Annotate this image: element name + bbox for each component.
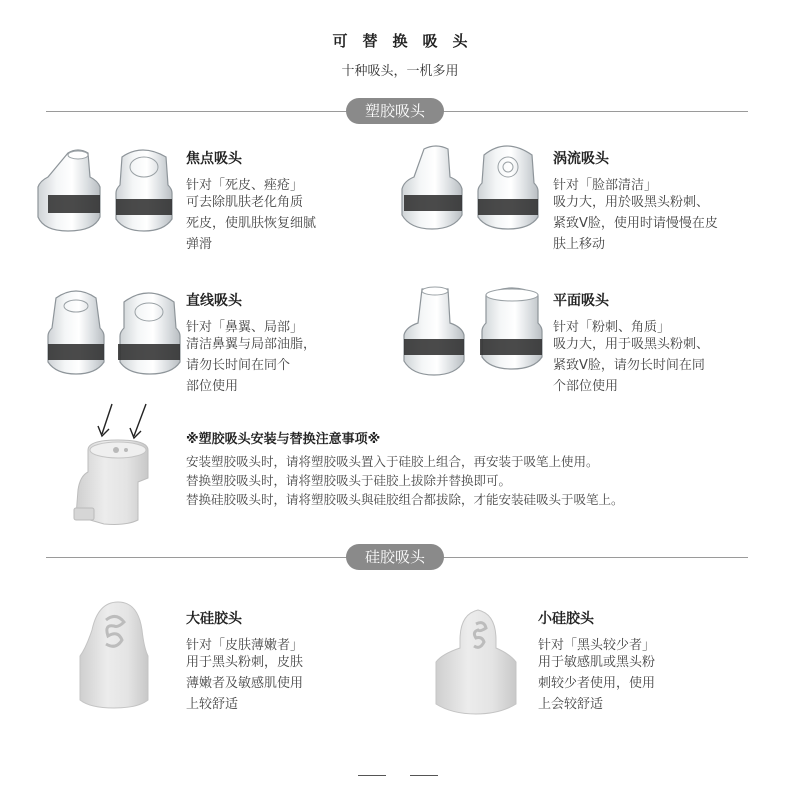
item-desc-line: 个部位使用 bbox=[553, 379, 619, 394]
item-desc-line: 肤上移动 bbox=[553, 237, 606, 252]
item-desc-line: 薄嫩者及敏感肌使用 bbox=[186, 676, 304, 691]
item-desc-line: 吸力大，用於吸黑头粉刺、 bbox=[553, 195, 710, 210]
item-desc-line: 上会较舒适 bbox=[538, 697, 604, 712]
item-target: 针对「皮肤薄嫩者」 bbox=[186, 638, 304, 653]
item-title: 大硅胶头 bbox=[186, 611, 242, 627]
install-note-line: 安装塑胶吸头时，请将塑胶吸头置入于硅胶上组合，再安装于吸笔上使用。 bbox=[186, 454, 599, 469]
item-desc-line: 清洁鼻翼与局部油脂， bbox=[186, 337, 317, 352]
item-target: 针对「脸部清洁」 bbox=[553, 178, 658, 193]
item-desc-line: 紧致V脸，使用时请慢慢在皮 bbox=[553, 216, 718, 231]
item-target: 针对「黑头较少者」 bbox=[538, 638, 656, 653]
plastic-tip-icon bbox=[480, 288, 542, 369]
plastic-tip-icon bbox=[478, 146, 538, 229]
arrow-down-icon bbox=[98, 404, 112, 436]
item-desc-line: 部位使用 bbox=[186, 379, 239, 394]
item-desc-line: 用于敏感肌或黑头粉 bbox=[538, 655, 656, 670]
straight-tip-image bbox=[44, 288, 179, 380]
vortex-tip-image bbox=[402, 143, 537, 235]
item-target: 针对「鼻翼、局部」 bbox=[186, 320, 304, 335]
item-desc-line: 可去除肌肤老化角质 bbox=[186, 195, 304, 210]
section-label-silicone: 硅胶吸头 bbox=[346, 544, 444, 570]
page-indicator-dash bbox=[358, 775, 386, 776]
item-desc-line: 死皮，使肌肤恢复细腻 bbox=[186, 216, 317, 231]
item-title: 平面吸头 bbox=[553, 293, 609, 309]
install-illustration bbox=[68, 400, 168, 530]
plastic-tip-icon bbox=[404, 287, 464, 375]
large-silicone-tip-icon bbox=[80, 602, 148, 708]
focus-tip-image bbox=[42, 145, 177, 235]
item-desc-line: 紧致V脸，请勿长时间在同 bbox=[553, 358, 705, 373]
item-desc-line: 请勿长时间在同个 bbox=[186, 358, 291, 373]
item-target: 针对「粉刺、角质」 bbox=[553, 320, 671, 335]
item-desc-line: 上较舒适 bbox=[186, 697, 239, 712]
item-title: 焦点吸头 bbox=[186, 151, 242, 167]
arrow-down-icon bbox=[130, 404, 146, 438]
flat-tip-image bbox=[402, 283, 542, 379]
large-silicone-tip-image bbox=[72, 600, 152, 710]
install-note-title: ※塑胶吸头安装与替换注意事项※ bbox=[186, 432, 381, 447]
small-silicone-tip-image bbox=[432, 600, 522, 715]
item-desc-line: 弹滑 bbox=[186, 237, 213, 252]
plastic-tip-icon bbox=[402, 146, 462, 229]
plastic-tip-icon bbox=[48, 291, 104, 374]
plastic-tip-icon bbox=[118, 293, 180, 374]
small-silicone-tip-icon bbox=[436, 610, 516, 714]
page-subtitle: 十种吸头，一机多用 bbox=[341, 64, 459, 79]
section-label-plastic: 塑胶吸头 bbox=[346, 98, 444, 124]
plastic-tip-icon bbox=[38, 150, 100, 231]
silicone-base-icon bbox=[74, 440, 148, 525]
plastic-tip-icon bbox=[116, 150, 172, 231]
item-desc-line: 吸力大，用于吸黑头粉刺、 bbox=[553, 337, 710, 352]
item-title: 涡流吸头 bbox=[553, 151, 609, 167]
item-desc-line: 刺较少者使用，使用 bbox=[538, 676, 656, 691]
item-target: 针对「死皮、痤疮」 bbox=[186, 178, 304, 193]
page-title: 可替换吸头 bbox=[332, 32, 483, 50]
item-desc-line: 用于黑头粉刺，皮肤 bbox=[186, 655, 304, 670]
item-title: 小硅胶头 bbox=[538, 611, 594, 627]
install-note-line: 替换塑胶吸头时，请将塑胶吸头于硅胶上拔除并替换即可。 bbox=[186, 473, 512, 488]
page-indicator-dash bbox=[410, 775, 438, 776]
install-note-line: 替换硅胶吸头时，请将塑胶吸头與硅胶组合都拔除，才能安装硅吸头于吸笔上。 bbox=[186, 492, 624, 507]
item-title: 直线吸头 bbox=[186, 293, 242, 309]
